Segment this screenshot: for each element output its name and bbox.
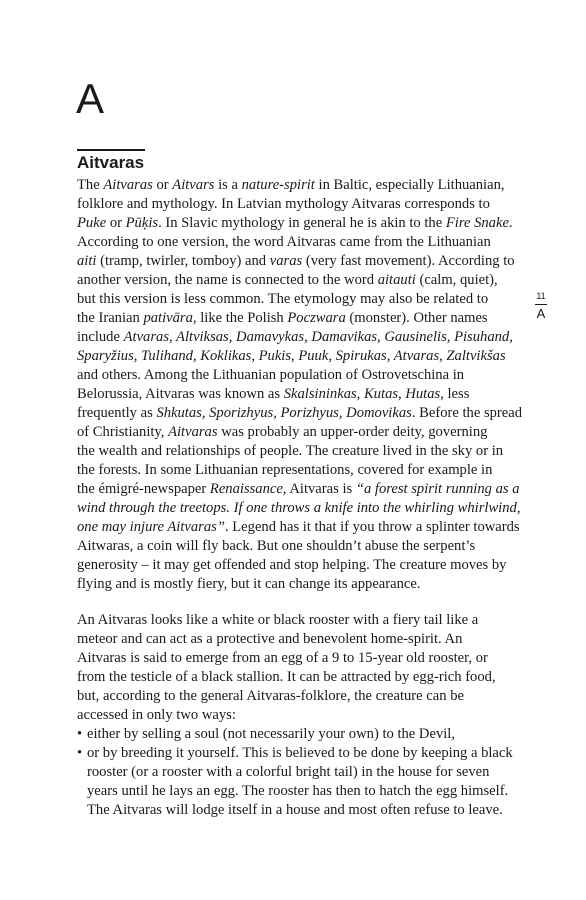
text-line [77,461,517,480]
text-line [77,442,517,461]
text-run: include [77,329,124,345]
text-run: . [508,215,513,231]
text-line [77,214,517,233]
text-run: another version, the name is connected to the word [77,272,378,288]
text-run: . Legend has it that if you throw a splinter towards [224,519,520,535]
text-run: , Aitvaras is [282,481,356,497]
italic-run: aiti [77,253,97,269]
text-line [77,347,517,366]
italic-run: “a forest spirit running as a [355,481,520,497]
text-run: is a [214,177,242,193]
text-run: The [77,177,104,193]
text-run: folklore and mythology. In Latvian mythology Aitvaras corresponds to [77,196,490,212]
text-line: rooster (or a rooster with a colorful bright tail) in the house for seven [87,764,490,780]
italic-run: Renaissance [209,481,283,497]
italic-run: Pūķis [125,215,159,231]
text-run: of Christianity, [77,424,169,440]
text-run: or [152,177,173,193]
text-line [77,309,517,328]
text-run: , less [440,386,470,402]
text-line: or by breeding it yourself. This is believed to be done by keeping a black [87,745,513,761]
text-line [77,537,517,556]
text-run: the émigré-newspaper [77,481,210,497]
text-line [77,271,517,290]
bullet-list [77,725,517,820]
italic-run: Sparyžius, Tulihand, Koklikas, Pukis, Puuk, Spirukas, Atvaras, Zaltvikšas [77,348,506,364]
text-line [77,385,517,404]
text-run: (calm, quiet), [415,272,498,288]
title-rule [77,149,145,151]
italic-run: varas [269,253,303,269]
italic-run: one may injure Aitvaras” [77,519,225,535]
bullet-text [87,725,455,744]
text-line [77,328,517,347]
text-run: frequently as [77,405,157,421]
text-line: accessed in only two ways: [77,707,236,723]
bullet-text [87,744,513,820]
text-run: flying and is mostly fiery, but it can change its appearance. [77,576,421,592]
text-run: (monster). Other names [345,310,488,326]
text-line [77,518,520,537]
page-number: 11 [536,291,546,301]
page-marker [528,290,554,321]
text-run: Aitwaras, a coin will fly back. But one shouldn’t abuse the serpent’s [77,538,476,554]
text-run: . In Slavic mythology in general he is akin to the [158,215,446,231]
section-letter: A [76,75,105,122]
text-line [77,404,523,423]
text-line [77,480,520,499]
text-run: but this version is less common. The etymology may also be related to [77,291,489,307]
paragraph-2 [77,611,517,725]
italic-run: pativāra [143,310,193,326]
text-line [77,499,521,518]
paragraph-1 [77,176,523,594]
text-run: According to one version, the word Aitvaras came from the Lithuanian [77,234,491,250]
text-line: from the testicle of a black stallion. It can be attracted by egg-rich food, [77,669,496,685]
text-run: and others. Among the Lithuanian population of Ostrovetschina in [77,367,465,383]
italic-run: Puke [77,215,107,231]
italic-run: wind through the treetops. If one throws a knife into the whirling whirlwind, [77,500,521,516]
text-run: or [106,215,126,231]
text-run: was probably an upper-order deity, governing [217,424,488,440]
text-run: . Before the spread [411,405,523,421]
text-line [77,556,517,575]
italic-run: Skalsininkas, Kutas, Hutas [283,386,441,402]
text-line [77,252,517,271]
italic-run: Poczwara [287,310,346,326]
text-line: Aitvaras is said to emerge from an egg of a 9 to 15-year old rooster, or [77,650,488,666]
text-line [77,423,517,442]
text-run: generosity – it may get offended and stop helping. The creature moves by [77,557,507,573]
bullet-item [77,744,517,820]
italic-run: Atvaras, Altviksas, Damavykas, Damavikas, Gausinelis, Pisuhand, [123,329,513,345]
italic-run: Fire Snake [445,215,509,231]
text-run: the wealth and relationships of people. The creature lived in the sky or in [77,443,504,459]
text-line [77,575,517,594]
italic-run: Shkutas, Sporizhyus, Porizhyus, Domovikas [156,405,412,421]
text-run: Belorussia, Aitvaras was known as [77,386,284,402]
text-line [77,233,517,252]
text-line: but, according to the general Aitvaras-folklore, the creature can be [77,688,464,704]
italic-run: Aitvaras [103,177,153,193]
text-run: (tramp, twirler, tomboy) and [96,253,270,269]
italic-run: Aitvaras [168,424,218,440]
text-line [77,176,517,195]
text-line: The Aitvaras will lodge itself in a house and most often refuse to leave. [87,802,503,818]
text-line [77,290,517,309]
text-line [77,366,517,385]
bullet-marker: • [77,745,83,761]
text-line [77,195,517,214]
bullet-item [77,725,517,744]
page-marker-rule [535,304,547,305]
text-run: , like the Polish [192,310,288,326]
text-line: either by selling a soul (not necessarily your own) to the Devil, [87,726,456,742]
running-letter: A [536,306,546,321]
italic-run: aitauti [377,272,416,288]
italic-run: Aitvars [172,177,215,193]
text-line: An Aitvaras looks like a white or black rooster with a fiery tail like a [77,612,479,628]
text-run: (very fast movement). According to [302,253,515,269]
italic-run: nature-spirit [241,177,315,193]
text-run: the forests. In some Lithuanian representations, covered for example in [77,462,493,478]
text-line: years until he lays an egg. The rooster has then to hatch the egg himself. [87,783,509,799]
text-run: in Baltic, especially Lithuanian, [314,177,505,193]
text-line: meteor and can act as a protective and benevolent home-spirit. An [77,631,463,647]
text-run: the Iranian [77,310,144,326]
entry-title: Aitvaras [77,153,145,172]
bullet-marker: • [77,726,83,742]
